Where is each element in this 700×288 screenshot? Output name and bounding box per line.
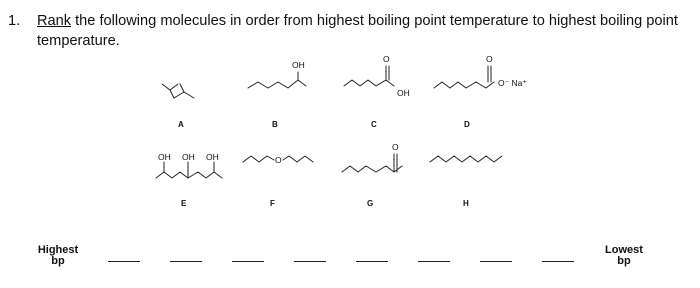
molecule-d-label: D: [464, 120, 470, 129]
molecule-d-atom-ona: O⁻ Na⁺: [498, 78, 527, 88]
molecule-e-atom-oh-3: OH: [206, 152, 219, 162]
highest-bp-label-line2: bp: [51, 255, 65, 267]
molecule-a-structure: [162, 84, 194, 98]
ranking-blank-3[interactable]: [232, 261, 264, 262]
molecule-c-atom-oh: OH: [397, 88, 410, 98]
ranking-blank-6[interactable]: [418, 261, 450, 262]
molecule-c-structure: [344, 66, 394, 86]
molecule-b-label: B: [272, 120, 278, 129]
question-text-rest: the following molecules in order from highest boiling point temperature to highest boiling point temperature.: [37, 13, 678, 49]
molecule-a-label: A: [178, 120, 184, 129]
highest-bp-label: [30, 245, 86, 267]
molecule-g-label: G: [367, 199, 374, 208]
molecule-h-structure: [430, 156, 502, 162]
molecule-g-structure: [342, 154, 402, 172]
molecule-e-atom-oh-1: OH: [158, 152, 171, 162]
molecule-d-atom-o: O: [486, 54, 493, 64]
highest-bp-label-line1: Highest: [37, 244, 79, 256]
lowest-bp-label-line2: bp: [617, 255, 631, 267]
molecule-f-atom-o: O: [275, 155, 282, 165]
ranking-blank-2[interactable]: [170, 261, 202, 262]
ranking-blank-1[interactable]: [108, 261, 140, 262]
question-number: 1.: [8, 13, 21, 29]
molecule-c-atom-o: O: [383, 54, 390, 64]
rank-word: Rank: [37, 13, 72, 29]
ranking-blank-4[interactable]: [294, 261, 326, 262]
molecule-e-structure: [156, 162, 222, 178]
molecule-b-structure: [248, 72, 306, 88]
molecule-f-label: F: [270, 199, 275, 208]
molecule-g-atom-o: O: [392, 142, 399, 152]
ranking-blank-8[interactable]: [542, 261, 574, 262]
ranking-blank-7[interactable]: [480, 261, 512, 262]
molecule-h-label: H: [463, 199, 469, 208]
molecule-d-structure: [434, 66, 494, 88]
molecule-b-atom-oh: OH: [292, 60, 305, 70]
molecule-e-atom-oh-2: OH: [182, 152, 195, 162]
lowest-bp-label: [596, 245, 652, 267]
molecule-c-label: C: [371, 120, 377, 129]
lowest-bp-label-line1: Lowest: [605, 244, 643, 256]
ranking-blank-5[interactable]: [356, 261, 388, 262]
molecule-e-label: E: [181, 199, 187, 208]
